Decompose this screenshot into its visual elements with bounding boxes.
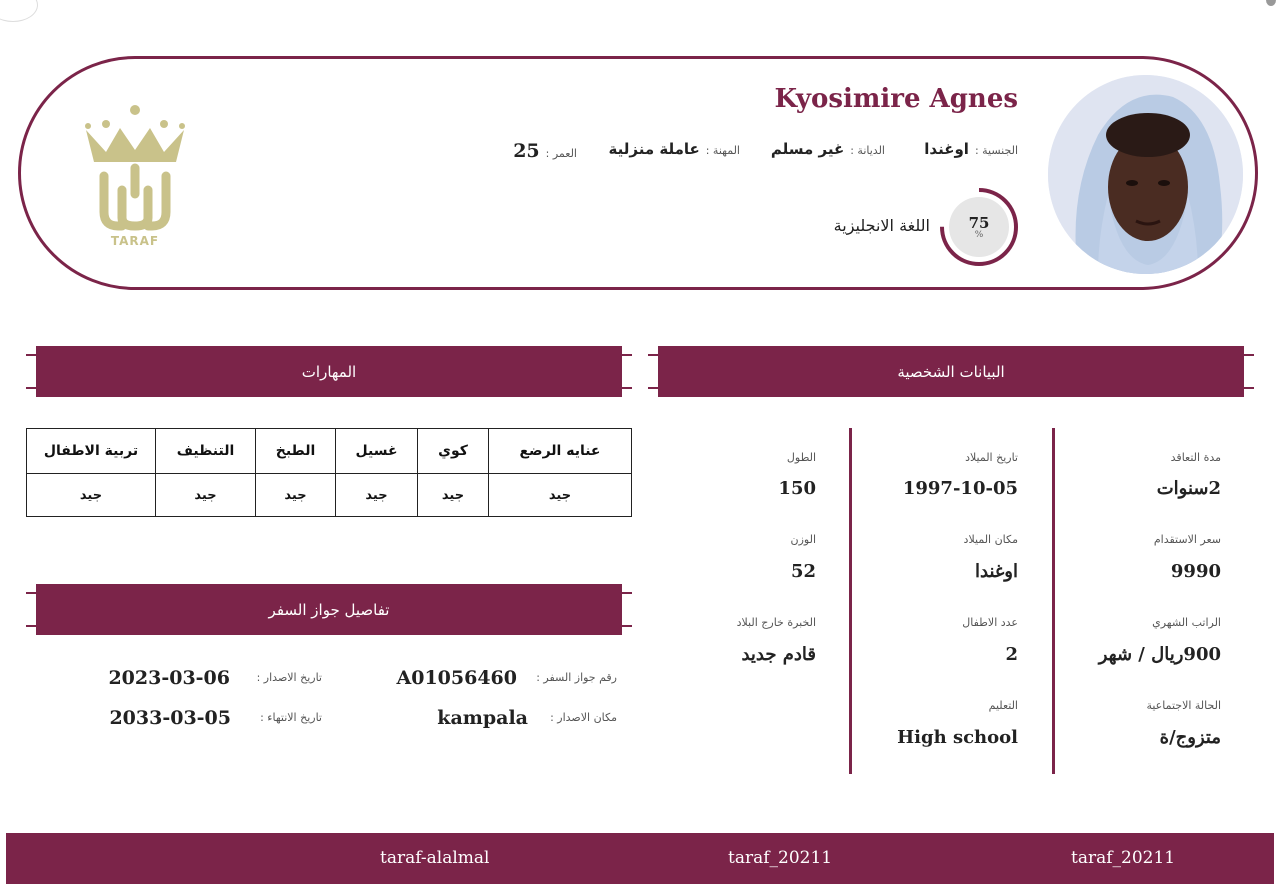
issue-place-value: kampala: [437, 707, 528, 729]
candidate-photo: [1048, 75, 1243, 274]
banner-notch: [622, 389, 632, 397]
recruitment-price-label: سعر الاستقدام: [1153, 533, 1221, 546]
banner-notch: [648, 346, 658, 354]
column-divider: [849, 428, 852, 774]
passport-number-value: A01056460: [396, 667, 517, 689]
age-field: [513, 140, 577, 162]
profession-field: [609, 140, 740, 158]
experience-abroad-value: قادم جديد: [741, 644, 816, 665]
skills-table: [26, 428, 632, 517]
passport-number-label: رقم جواز السفر :: [536, 671, 617, 684]
banner-notch: [648, 389, 658, 397]
monthly-salary-label: الراتب الشهري: [1152, 616, 1221, 629]
personal-section-title: البيانات الشخصية: [897, 362, 1005, 381]
personal-section-banner: [648, 346, 1254, 397]
monthly-salary-value: 900ريال / شهر: [1098, 644, 1221, 665]
issue-date-value: 2023-03-06: [108, 667, 230, 689]
age-value: 25: [513, 140, 540, 162]
skill-header: غسيل: [336, 429, 418, 474]
skill-value: جيد: [256, 474, 336, 517]
recruitment-price-value: 9990: [1170, 561, 1221, 582]
religion-value: غير مسلم: [770, 140, 845, 158]
skills-header-row: [27, 429, 632, 474]
english-level-label: اللغة الانجليزية: [833, 216, 930, 235]
banner-notch: [26, 389, 36, 397]
issue-date-label: تاريخ الاصدار :: [256, 671, 322, 684]
skill-value: جيد: [418, 474, 489, 517]
english-level-percent: %: [974, 230, 984, 240]
banner-notch: [26, 346, 36, 354]
expiry-date-label: تاريخ الانتهاء :: [260, 711, 322, 724]
education-label: التعليم: [988, 699, 1018, 712]
skills-section-title: المهارات: [301, 362, 357, 381]
expiry-date-value: 2033-03-05: [109, 707, 231, 729]
passport-section-banner: [26, 584, 632, 635]
skill-header: الطبخ: [256, 429, 336, 474]
weight-label: الوزن: [790, 533, 816, 546]
issue-place-label: مكان الاصدار :: [550, 711, 617, 724]
banner-notch: [1244, 389, 1254, 397]
experience-abroad-label: الخبرة خارج البلاد: [736, 616, 816, 629]
footer-link-center[interactable]: taraf_20211: [728, 848, 833, 868]
children-count-label: عدد الاطفال: [962, 616, 1018, 629]
passport-section-title: تفاصيل جواز السفر: [268, 600, 390, 619]
footer-link-right[interactable]: taraf_20211: [1071, 848, 1176, 868]
banner-notch: [622, 627, 632, 635]
taraf-logo: [82, 100, 188, 250]
english-level-value: 75: [968, 214, 990, 232]
religion-field: [771, 140, 885, 158]
nationality-value: اوغندا: [924, 140, 969, 158]
skill-value: جيد: [336, 474, 418, 517]
contract-duration-label: مدة التعاقد: [1170, 451, 1221, 464]
skills-section-banner: [26, 346, 632, 397]
logo-text: TARAF: [110, 234, 160, 248]
skill-value: جيد: [489, 474, 632, 517]
height-label: الطول: [786, 451, 816, 464]
skill-header: تربية الاطفال: [27, 429, 156, 474]
skill-value: جيد: [156, 474, 256, 517]
birth-date-value: 1997-10-05: [902, 478, 1018, 499]
column-divider: [1052, 428, 1055, 774]
age-label: العمر :: [545, 147, 577, 160]
birth-place-label: مكان الميلاد: [963, 533, 1018, 546]
education-value: High school: [897, 727, 1018, 748]
skill-header: كوي: [418, 429, 489, 474]
height-value: 150: [778, 478, 816, 499]
footer-link-left[interactable]: taraf-alalmal: [380, 848, 490, 868]
banner-notch: [26, 584, 36, 592]
marital-status-label: الحالة الاجتماعية: [1146, 699, 1221, 712]
profession-value: عاملة منزلية: [608, 140, 700, 158]
nationality-label: الجنسية :: [974, 144, 1018, 157]
weight-value: 52: [790, 561, 816, 582]
banner-notch: [622, 584, 632, 592]
corner-decoration: [0, 0, 38, 22]
nationality-field: [924, 140, 1018, 158]
birth-place-value: اوغندا: [975, 561, 1018, 582]
banner-notch: [26, 627, 36, 635]
scroll-indicator[interactable]: [1266, 0, 1276, 6]
profession-label: المهنة :: [705, 144, 740, 157]
banner-notch: [1244, 346, 1254, 354]
banner-notch: [622, 346, 632, 354]
skill-header: عنايه الرضع: [489, 429, 632, 474]
religion-label: الديانة :: [850, 144, 885, 157]
candidate-name: Kyosimire Agnes: [774, 84, 1018, 114]
skill-value: جيد: [27, 474, 156, 517]
skill-header: التنظيف: [156, 429, 256, 474]
skills-value-row: [27, 474, 632, 517]
contract-duration-value: 2سنوات: [1156, 478, 1221, 499]
birth-date-label: تاريخ الميلاد: [965, 451, 1018, 464]
marital-status-value: متزوج/ة: [1159, 727, 1221, 748]
children-count-value: 2: [1005, 644, 1018, 665]
